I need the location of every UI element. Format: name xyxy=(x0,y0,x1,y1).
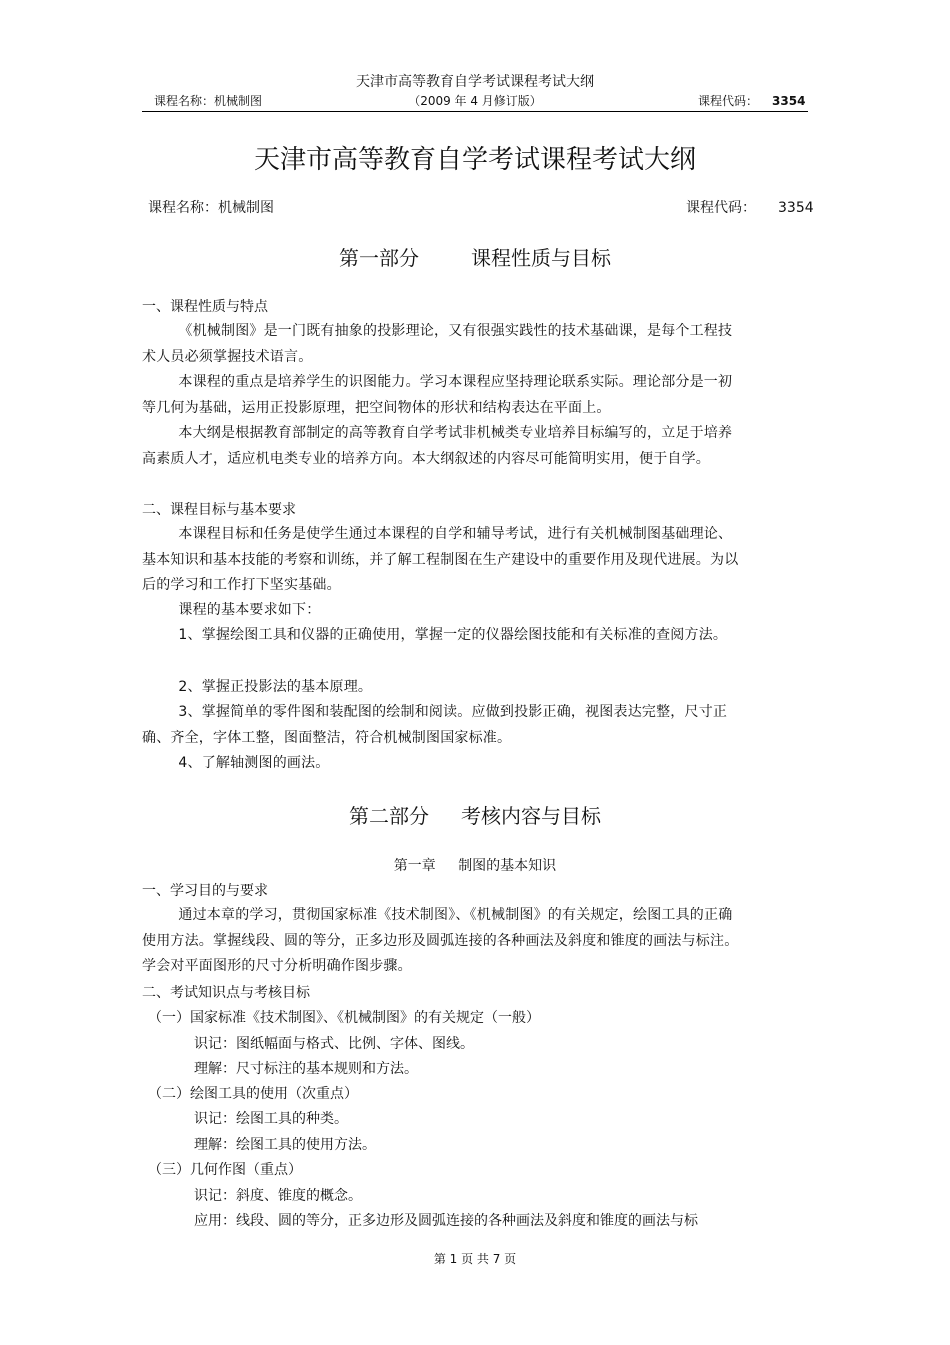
course-name-label: 课程名称： xyxy=(154,94,215,108)
knowledge-point: （三）几何作图（重点） xyxy=(148,1162,302,1178)
section-heading-objectives: 一、学习目的与要求 xyxy=(142,883,268,899)
running-header-revision: （2009 年 4 月修订版） xyxy=(408,94,542,108)
course-code-label: 课程代码： xyxy=(698,94,759,108)
paragraph: 本大纲是根据教育部制定的高等教育自学考试非机械类专业培养目标编写的，立足于培养高素质人才，适应机电类专业的培养方向。本大纲叙述的内容尽可能简明实用，便于自学。 xyxy=(142,425,733,467)
course-code-value: 3354 xyxy=(778,200,814,216)
requirement-item: 1、掌握绘图工具和仪器的正确使用，掌握一定的仪器绘图技能和有关标准的查阅方法。 xyxy=(178,627,728,643)
part1-title: 课程性质与目标 xyxy=(471,246,611,270)
course-name-label: 课程名称： xyxy=(148,200,218,216)
requirement-item: 3、掌握简单的零件图和装配图的绘制和阅读。应做到投影正确，视图表达完整，尺寸正确、齐全，字体工整，图面整洁，符合机械制图国家标准。 xyxy=(142,704,728,746)
paragraph: 《机械制图》是一门既有抽象的投影理论，又有很强实践性的技术基础课，是每个工程技术人员必须掌握技术语言。 xyxy=(142,323,733,365)
document-title: 天津市高等教育自学考试课程考试大纲 xyxy=(253,145,696,175)
running-header-course-code xyxy=(698,92,805,109)
page-footer: 第 1 页 共 7 页 xyxy=(433,1252,517,1266)
course-code-value: 3354 xyxy=(772,94,806,108)
course-name-value: 机械制图 xyxy=(214,94,263,108)
section-heading-knowledge-points: 二、考试知识点与考核目标 xyxy=(142,985,310,1001)
knowledge-detail: 理解：绘图工具的使用方法。 xyxy=(194,1137,376,1153)
chapter-heading xyxy=(0,855,950,875)
section-heading-goals: 二、课程目标与基本要求 xyxy=(142,502,296,518)
course-code-label: 课程代码： xyxy=(686,200,756,216)
knowledge-point: （一）国家标准《技术制图》、《机械制图》的有关规定（一般） xyxy=(148,1010,540,1026)
part2-number: 第二部分 xyxy=(349,804,429,828)
requirement-item: 4、了解轴测图的画法。 xyxy=(178,755,330,771)
chapter-title: 制图的基本知识 xyxy=(458,858,557,874)
paragraph: 本课程的重点是培养学生的识图能力。学习本课程应坚持理论联系实际。理论部分是一初等几何为基础，运用正投影原理，把空间物体的形状和结构表达在平面上。 xyxy=(142,374,733,416)
knowledge-detail: 应用：线段、圆的等分，正多边形及圆弧连接的各种画法及斜度和锥度的画法与标 xyxy=(194,1213,698,1229)
knowledge-detail: 识记：图纸幅面与格式、比例、字体、图线。 xyxy=(194,1036,474,1052)
part2-title: 考核内容与目标 xyxy=(461,804,601,828)
course-code-line xyxy=(686,196,814,222)
part1-heading xyxy=(0,242,950,271)
section-heading-nature: 一、课程性质与特点 xyxy=(142,299,268,315)
knowledge-detail: 识记：绘图工具的种类。 xyxy=(194,1111,348,1127)
paragraph: 通过本章的学习，贯彻国家标准《技术制图》、《机械制图》的有关规定，绘图工具的正确使用方法。掌握线段、圆的等分，正多边形及圆弧连接的各种画法及斜度和锥度的画法与标注。学会对平面图形的尺寸分析明确作图步骤。 xyxy=(142,907,739,974)
course-name-line xyxy=(148,196,274,222)
part2-heading xyxy=(0,800,950,829)
knowledge-detail: 理解：尺寸标注的基本规则和方法。 xyxy=(194,1061,418,1077)
course-name-value: 机械制图 xyxy=(218,200,274,216)
paragraph: 本课程目标和任务是使学生通过本课程的自学和辅导考试，进行有关机械制图基础理论、基本知识和基本技能的考察和训练，并了解工程制图在生产建设中的重要作用及现代进展。为以后的学习和工作打下坚实基础。 xyxy=(142,526,739,593)
header-rule xyxy=(142,111,808,112)
knowledge-detail: 识记：斜度、锥度的概念。 xyxy=(194,1188,362,1204)
running-header-title: 天津市高等教育自学考试课程考试大纲 xyxy=(356,74,594,90)
requirement-item: 2、掌握正投影法的基本原理。 xyxy=(178,679,373,695)
paragraph: 课程的基本要求如下： xyxy=(178,602,321,618)
part1-number: 第一部分 xyxy=(339,246,419,270)
knowledge-point: （二）绘图工具的使用（次重点） xyxy=(148,1086,358,1102)
chapter-number: 第一章 xyxy=(393,858,436,874)
